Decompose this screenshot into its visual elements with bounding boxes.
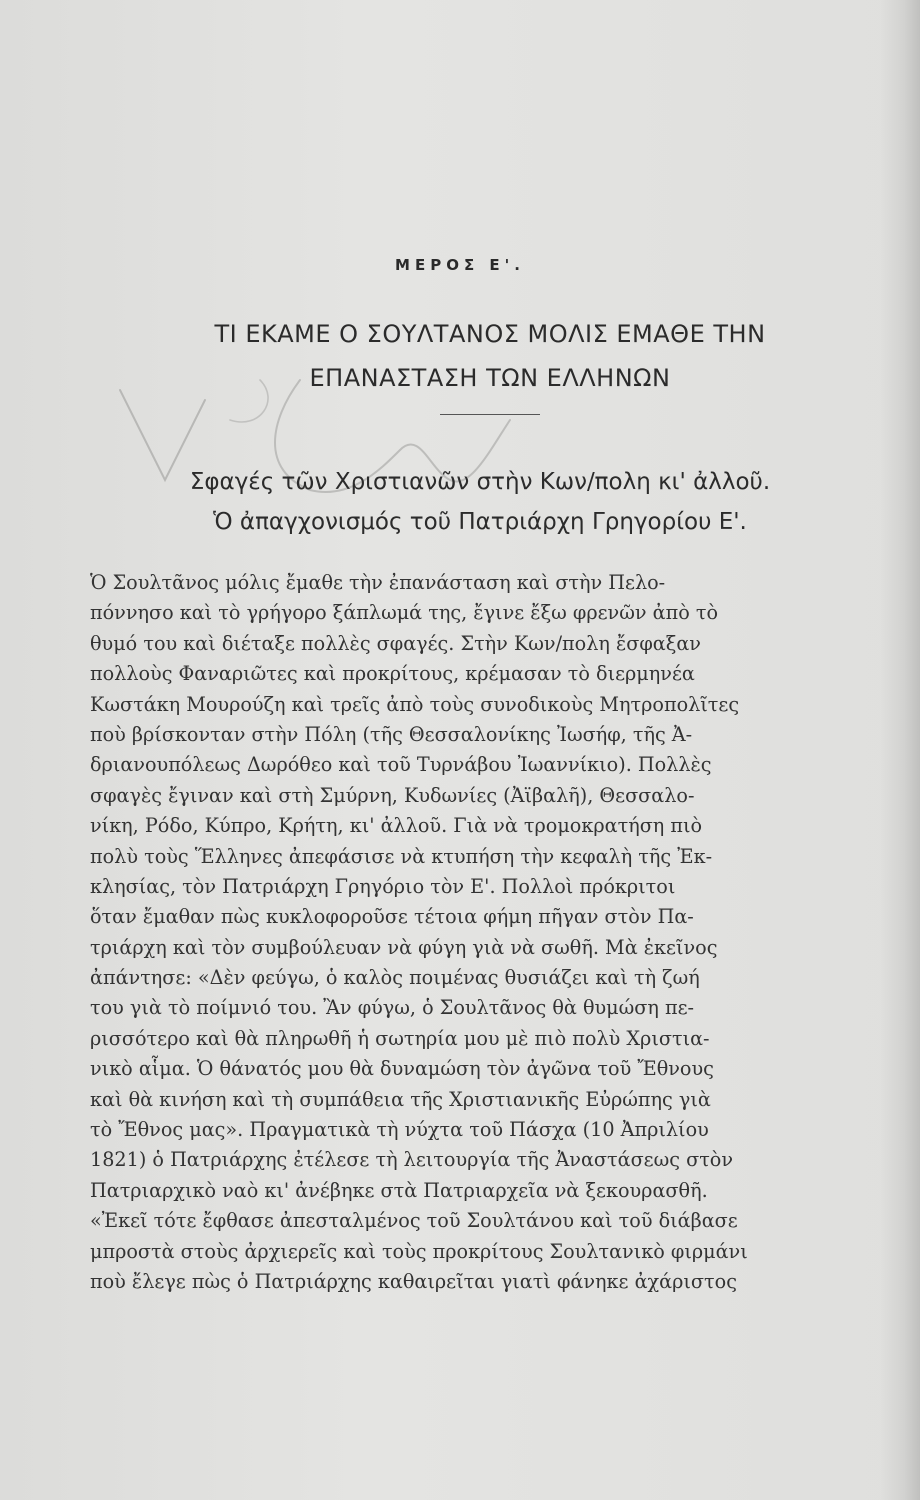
- body-line: θυμό του καὶ διέταξε πολλὲς σφαγές. Στὴν Κων/πολη ἔσφαξαν: [90, 631, 701, 655]
- body-line: νικὸ αἷμα. Ὁ θάνατός μου θὰ δυναμώση τὸν ἀγῶνα τοῦ Ἔθνους: [90, 1057, 714, 1081]
- body-line: ἀπάντησε: «Δὲν φεύγω, ὁ καλὸς ποιμένας θυσιάζει καὶ τὴ ζωή: [90, 966, 700, 990]
- body-line: μπροστὰ στοὺς ἀρχιερεῖς καὶ τοὺς προκρίτους Σουλτανικὸ φιρμάνι: [90, 1239, 748, 1263]
- body-line: δριανουπόλεως Δωρόθεο καὶ τοῦ Τυρνάβου Ἰωαννίκιο). Πολλὲς: [90, 753, 712, 777]
- chapter-title-line: ΕΠΑΝΑΣΤΑΣΗ ΤΩΝ ΕΛΛΗΝΩΝ: [309, 364, 671, 392]
- chapter-title-line: ΤΙ ΕΚΑΜΕ Ο ΣΟΥΛΤΑΝΟΣ ΜΟΛΙΣ ΕΜΑΘΕ ΤΗΝ: [214, 320, 766, 348]
- body-line: πολὺ τοὺς Ἕλληνες ἀπεφάσισε νὰ κτυπήση τὴν κεφαλὴ τῆς Ἐκ-: [90, 844, 713, 868]
- body-line: νίκη, Ρόδο, Κύπρο, Κρήτη, κι' ἀλλοῦ. Γιὰ νὰ τρομοκρατήση πιὸ: [90, 814, 703, 838]
- body-text: [90, 568, 842, 1297]
- subtitle-line: Ὁ ἀπαγχονισμός τοῦ Πατριάρχη Γρηγορίου Ε'.: [213, 509, 747, 535]
- body-line: πόννησο καὶ τὸ γρήγορο ξάπλωμά της, ἔγινε ἔξω φρενῶν ἀπὸ τὸ: [90, 601, 719, 625]
- chapter-title: [130, 312, 850, 400]
- body-line: πολλοὺς Φαναριῶτες καὶ προκρίτους, κρέμασαν τὸ διερμηνέα: [90, 662, 695, 686]
- body-line: ποὺ βρίσκονταν στὴν Πόλη (τῆς Θεσσαλονίκης Ἰωσήφ, τῆς Ἀ-: [90, 722, 693, 746]
- body-line: καὶ θὰ κινήση καὶ τὴ συμπάθεια τῆς Χριστιανικῆς Εὐρώπης γιὰ: [90, 1087, 711, 1111]
- part-label: ΜΕΡΟΣ Ε'.: [395, 256, 525, 274]
- page-spine-shadow: [880, 0, 920, 1500]
- body-line: τριάρχη καὶ τὸν συμβούλευαν νὰ φύγη γιὰ νὰ σωθῆ. Μὰ ἐκεῖνος: [90, 935, 718, 959]
- body-line: Κωστάκη Μουρούζη καὶ τρεῖς ἀπὸ τοὺς συνοδικοὺς Μητροπολῖτες: [90, 692, 740, 716]
- body-line: 1821) ὁ Πατριάρχης ἐτέλεσε τὴ λειτουργία τῆς Ἀναστάσεως στὸν: [90, 1148, 734, 1172]
- body-line: σφαγὲς ἔγιναν καὶ στὴ Σμύρνη, Κυδωνίες (Ἀϊβαλῆ), Θεσσαλο-: [90, 783, 695, 807]
- body-line: του γιὰ τὸ ποίμνιό του. Ἂν φύγω, ὁ Σουλτᾶνος θὰ θυμώση πε-: [90, 996, 695, 1020]
- chapter-subtitle: [100, 462, 860, 542]
- title-divider: [440, 414, 540, 415]
- body-line: τὸ Ἔθνος μας». Πραγματικὰ τὴ νύχτα τοῦ Πάσχα (10 Ἀπριλίου: [90, 1118, 709, 1142]
- body-line: ποὺ ἔλεγε πὼς ὁ Πατριάρχης καθαιρεῖται γιατὶ φάνηκε ἀχάριστος: [90, 1269, 737, 1293]
- body-line: Πατριαρχικὸ ναὸ κι' ἀνέβηκε στὰ Πατριαρχεῖα νὰ ξεκουρασθῆ.: [90, 1178, 708, 1202]
- body-line: Ὁ Σουλτᾶνος μόλις ἔμαθε τὴν ἐπανάσταση καὶ στὴν Πελο-: [90, 571, 666, 594]
- body-line: «Ἐκεῖ τότε ἔφθασε ἀπεσταλμένος τοῦ Σουλτάνου καὶ τοῦ διάβασε: [90, 1209, 738, 1233]
- body-line: ὅταν ἔμαθαν πὼς κυκλοφοροῦσε τέτοια φήμη πῆγαν στὸν Πα-: [90, 905, 694, 929]
- body-line: κλησίας, τὸν Πατριάρχη Γρηγόριο τὸν Ε'. Πολλοὶ πρόκριτοι: [90, 874, 676, 898]
- subtitle-line: Σφαγές τῶν Χριστιανῶν στὴν Κων/πολη κι' ἀλλοῦ.: [189, 469, 771, 495]
- body-line: ρισσότερο καὶ θὰ πληρωθῆ ἡ σωτηρία μου μὲ πιὸ πολὺ Χριστια-: [90, 1026, 710, 1050]
